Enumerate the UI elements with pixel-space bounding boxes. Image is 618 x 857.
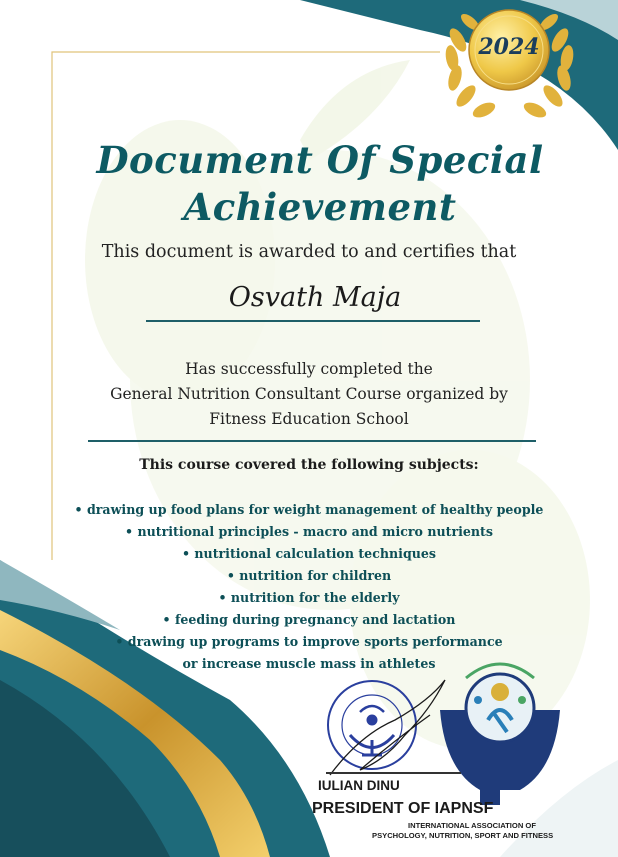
subject-item: or increase muscle mass in athletes	[182, 656, 436, 671]
association-stamp	[328, 681, 416, 769]
signature-line	[326, 772, 461, 774]
completion-line-1: Has successfully completed the	[185, 360, 433, 378]
subjects-heading: This course covered the following subjects:	[139, 457, 479, 473]
completion-line-3: Fitness Education School	[209, 410, 409, 428]
subject-item: • nutrition for the elderly	[218, 590, 400, 605]
badge-year: 2024	[478, 34, 540, 60]
subject-item: • feeding during pregnancy and lactation	[162, 612, 456, 627]
association-name-line1: INTERNATIONAL ASSOCIATION OF	[408, 821, 536, 830]
subject-item: • drawing up food plans for weight management of healthy people	[74, 502, 544, 517]
certificate-title-line2: Achievement	[183, 185, 457, 229]
iapnsf-logo	[440, 664, 560, 805]
association-name-line2: PSYCHOLOGY, NUTRITION, SPORT AND FITNESS	[372, 831, 554, 840]
subject-item: • nutritional principles - macro and micro nutrients	[125, 524, 493, 539]
awarded-statement: This document is awarded to and certifies that	[101, 242, 517, 262]
subject-item: • nutrition for children	[226, 568, 392, 583]
completion-line-2: General Nutrition Consultant Course organized by	[110, 385, 508, 403]
signatory-name: IULIAN DINU	[318, 778, 400, 793]
certificate-title-line1: Document Of Special	[96, 138, 544, 182]
recipient-name: Osvath Maja	[228, 282, 402, 313]
subject-item: • drawing up programs to improve sports performance	[115, 634, 503, 649]
signatory-title: PRESIDENT OF IAPNSF	[312, 800, 494, 817]
subject-item: • nutritional calculation techniques	[181, 546, 437, 561]
